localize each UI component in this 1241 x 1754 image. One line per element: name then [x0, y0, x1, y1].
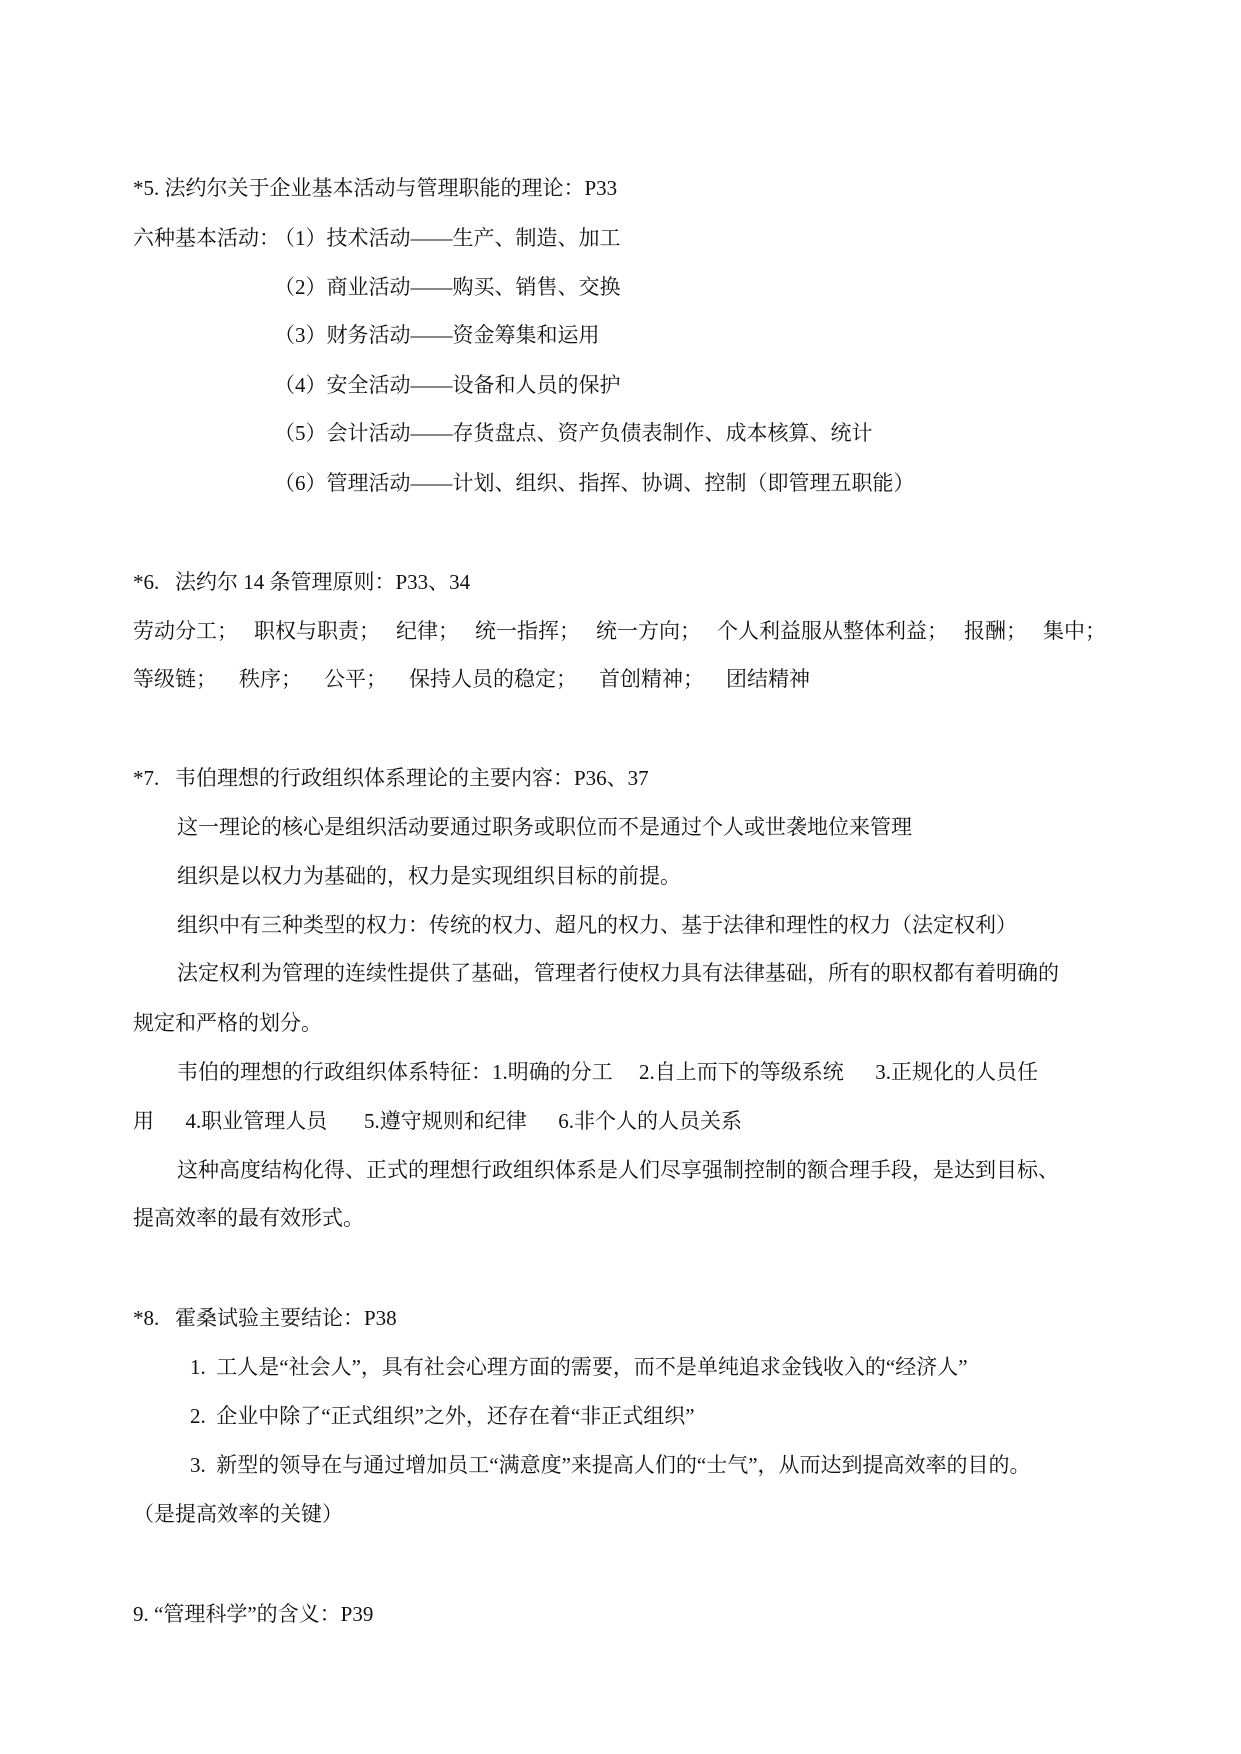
- principles-row-2: [133, 666, 1106, 692]
- paragraph: 法定权利为管理的连续性提供了基础，管理者行使权力具有法律基础，所有的职权都有着明确的: [177, 961, 1059, 985]
- conclusion-item: 1. 工人是“社会人”，具有社会心理方面的需要，而不是单纯追求金钱收入的“经济人”: [190, 1355, 968, 1379]
- section-7-heading: *7. 韦伯理想的行政组织体系理论的主要内容：P36、37: [133, 766, 649, 790]
- conclusion-item: 2. 企业中除了“正式组织”之外，还存在着“非正式组织”: [190, 1404, 695, 1428]
- paragraph: 组织是以权力为基础的，权力是实现组织目标的前提。: [177, 864, 681, 888]
- principle: 统一指挥；: [475, 619, 580, 643]
- activity-item: （6）管理活动——计划、组织、指挥、协调、控制（即管理五职能）: [274, 471, 915, 495]
- conclusion-note: （是提高效率的关键）: [133, 1502, 343, 1526]
- principle: 职权与职责；: [254, 619, 380, 643]
- activity-item: （2）商业活动——购买、销售、交换: [274, 275, 621, 299]
- principle: 报酬；: [964, 619, 1027, 643]
- activity-item: （3）财务活动——资金筹集和运用: [274, 323, 600, 347]
- section-8-heading: *8. 霍桑试验主要结论：P38: [133, 1306, 397, 1330]
- principle: 集中；: [1043, 619, 1106, 643]
- principle: 保持人员的稳定；: [409, 667, 577, 691]
- activity-item: （5）会计活动——存货盘点、资产负债表制作、成本核算、统计: [274, 421, 873, 445]
- principle: 秩序；: [239, 667, 302, 691]
- paragraph: 这一理论的核心是组织活动要通过职务或职位而不是通过个人或世袭地位来管理: [177, 815, 912, 839]
- paragraph: 韦伯的理想的行政组织体系特征：1.明确的分工 2.自上而下的等级系统 3.正规化的人员任: [177, 1060, 1038, 1084]
- principle: 等级链；: [133, 667, 217, 691]
- principle: 劳动分工；: [133, 619, 238, 643]
- principle: 公平；: [324, 667, 387, 691]
- principle: 个人利益服从整体利益；: [717, 619, 948, 643]
- activities-lead: 六种基本活动：: [133, 226, 280, 250]
- paragraph: 组织中有三种类型的权力：传统的权力、超凡的权力、基于法律和理性的权力（法定权利）: [177, 913, 1017, 937]
- principle: 团结精神: [726, 667, 810, 691]
- conclusion-item: 3. 新型的领导在与通过增加员工“满意度”来提高人们的“士气”，从而达到提高效率的目的。: [190, 1453, 1031, 1477]
- paragraph: 这种高度结构化得、正式的理想行政组织体系是人们尽享强制控制的额合理手段，是达到目标、: [177, 1158, 1059, 1182]
- paragraph-continuation: 规定和严格的划分。: [133, 1011, 322, 1035]
- activity-item: （1）技术活动——生产、制造、加工: [274, 226, 621, 250]
- paragraph-continuation: 提高效率的最有效形式。: [133, 1206, 364, 1230]
- principle: 统一方向；: [596, 619, 701, 643]
- principle: 首创精神；: [599, 667, 704, 691]
- section-6-heading: *6. 法约尔 14 条管理原则：P33、34: [133, 570, 471, 594]
- principle: 纪律；: [396, 619, 459, 643]
- paragraph-continuation: 用 4.职业管理人员 5.遵守规则和纪律 6.非个人的人员关系: [133, 1109, 742, 1133]
- section-5-heading: *5. 法约尔关于企业基本活动与管理职能的理论：P33: [133, 176, 618, 200]
- principles-row-1: [133, 618, 1106, 644]
- section-9-heading: 9. “管理科学”的含义：P39: [133, 1602, 374, 1626]
- activity-item: （4）安全活动——设备和人员的保护: [274, 373, 621, 397]
